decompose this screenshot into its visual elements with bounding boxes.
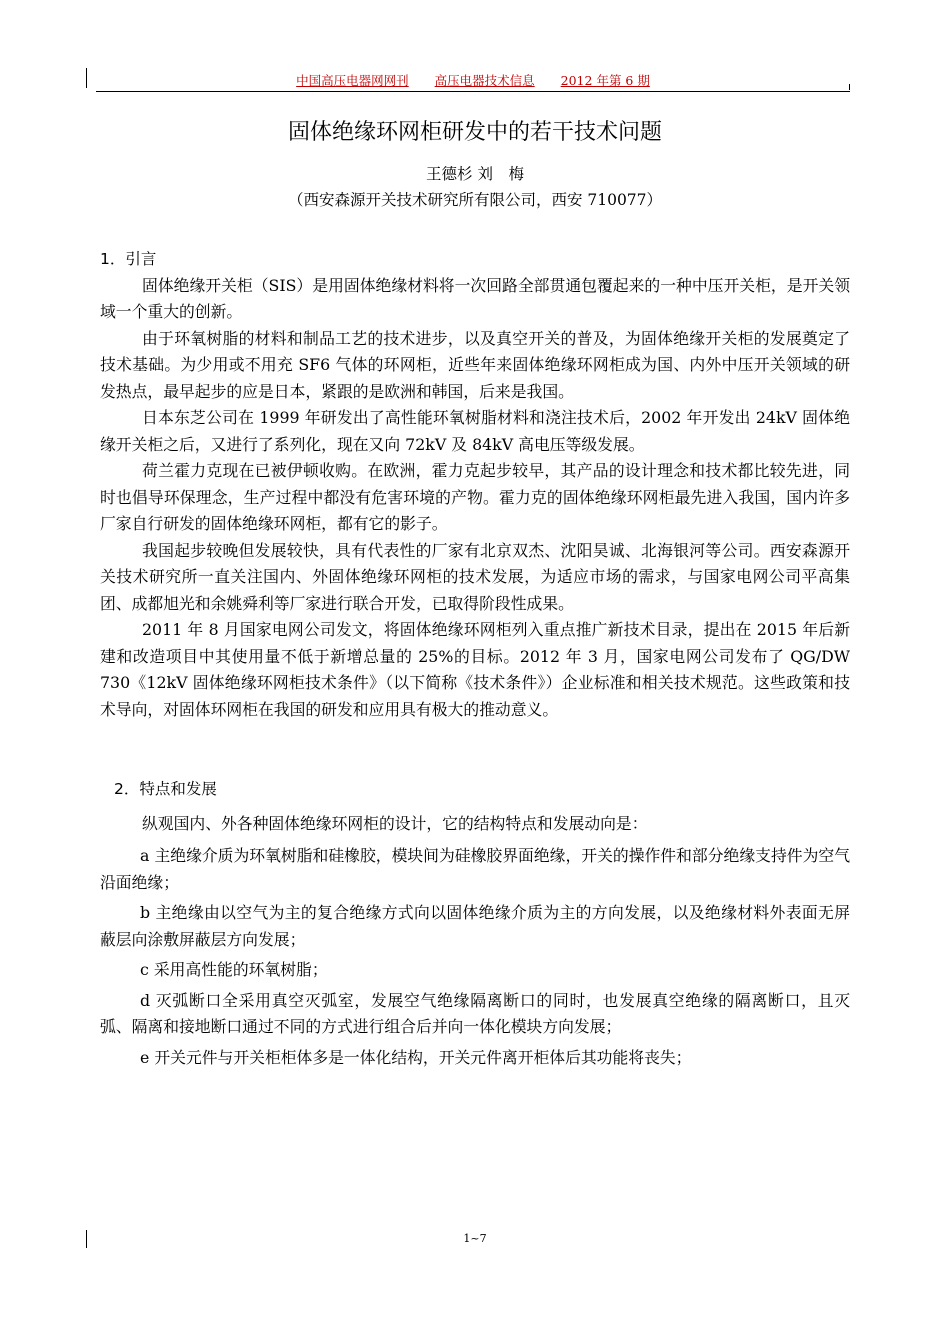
paper-body xyxy=(100,246,850,1071)
paper-title: 固体绝缘环网柜研发中的若干技术问题 xyxy=(287,120,662,145)
intro-paragraph: 固体绝缘开关柜（SIS）是用固体绝缘材料将一次回路全部贯通包覆起来的一种中压开关柜，是开关领域一个重大的创新。 xyxy=(100,275,850,321)
intro-paragraph: 我国起步较晚但发展较快，具有代表性的厂家有北京双杰、沈阳昊诚、北海银河等公司。西安森源开关技术研究所一直关注国内、外固体绝缘环网柜的技术发展，为适应市场的需求，与国家电网公司平高集团、成都旭光和余姚舜利等厂家进行联合开发，已取得阶段性成果。 xyxy=(100,540,850,613)
intro-paragraph: 由于环氧树脂的材料和制品工艺的技术进步，以及真空开关的普及，为固体绝缘开关柜的发展奠定了技术基础。为少用或不用充 SF6 气体的环网柜，近些年来固体绝缘环网柜成为国、内外中压开关领域的研发热点，最早起步的应是日本，紧跟的是欧洲和韩国，后来是我国。 xyxy=(100,328,850,401)
feature-item: e 开关元件与开关柜柜体多是一体化结构，开关元件离开柜体后其功能将丧失； xyxy=(140,1047,692,1067)
feature-item: d 灭弧断口全采用真空灭弧室，发展空气绝缘隔离断口的同时，也发展真空绝缘的隔离断口，且灭弧、隔离和接地断口通过不同的方式进行组合后并向一体化模块方向发展； xyxy=(100,990,850,1036)
paper-authors: 王德杉 刘 梅 xyxy=(426,165,524,183)
running-header xyxy=(96,71,850,92)
header-section: 高压电器技术信息 xyxy=(434,73,535,88)
section-spacer xyxy=(100,723,850,776)
feature-item: c 采用高性能的环氧树脂； xyxy=(140,960,328,979)
feature-item: b 主绝缘由以空气为主的复合绝缘方式向以固体绝缘介质为主的方向发展，以及绝缘材料外表面无屏蔽层向涂敷屏蔽层方向发展； xyxy=(100,903,850,949)
feature-item: a 主绝缘介质为环氧树脂和硅橡胶，模块间为硅橡胶界面绝缘，开关的操作件和部分绝缘支持件为空气沿面绝缘； xyxy=(100,846,850,892)
section-heading-features: 2．特点和发展 xyxy=(114,780,217,798)
intro-paragraph: 2011 年 8 月国家电网公司发文，将固体绝缘环网柜列入重点推广新技术目录，提出在 2015 年后新建和改造项目中其使用量不低于新增总量的 25%的目标。2012 年 3 月，国家电网公司发布了 QG/DW 730《12kV 固体绝缘环网柜技术条件》（以下简称《技术条件》）企业标准和相关技术规范。这些政策和技术导向，对固体环网柜在我国的研发和应用具有极大的推动意义。 xyxy=(100,620,850,719)
section-heading-introduction: 1．引言 xyxy=(100,250,157,268)
crop-mark-top-left xyxy=(86,68,87,88)
features-intro: 纵观国内、外各种固体绝缘环网柜的设计，它的结构特点和发展动向是： xyxy=(142,813,648,833)
intro-paragraph: 荷兰霍力克现在已被伊顿收购。在欧洲，霍力克起步较早，其产品的设计理念和技术都比较先进，同时也倡导环保理念，生产过程中都没有危害环境的产物。霍力克的固体绝缘环网柜最先进入我国，国内许多厂家自行研发的固体绝缘环网柜，都有它的影子。 xyxy=(100,461,850,533)
page-number: 1~7 xyxy=(463,1232,487,1245)
paper-affiliation: （西安森源开关技术研究所有限公司，西安 710077） xyxy=(287,191,663,209)
intro-paragraph: 日本东芝公司在 1999 年研发出了高性能环氧树脂材料和浇注技术后，2002 年开发出 24kV 固体绝缘开关柜之后，又进行了系列化，现在又向 72kV 及 84kV 高电压等级发展。 xyxy=(100,408,850,454)
header-journal: 中国高压电器网网刊 xyxy=(296,73,409,88)
header-issue: 2012 年第 6 期 xyxy=(560,73,650,88)
